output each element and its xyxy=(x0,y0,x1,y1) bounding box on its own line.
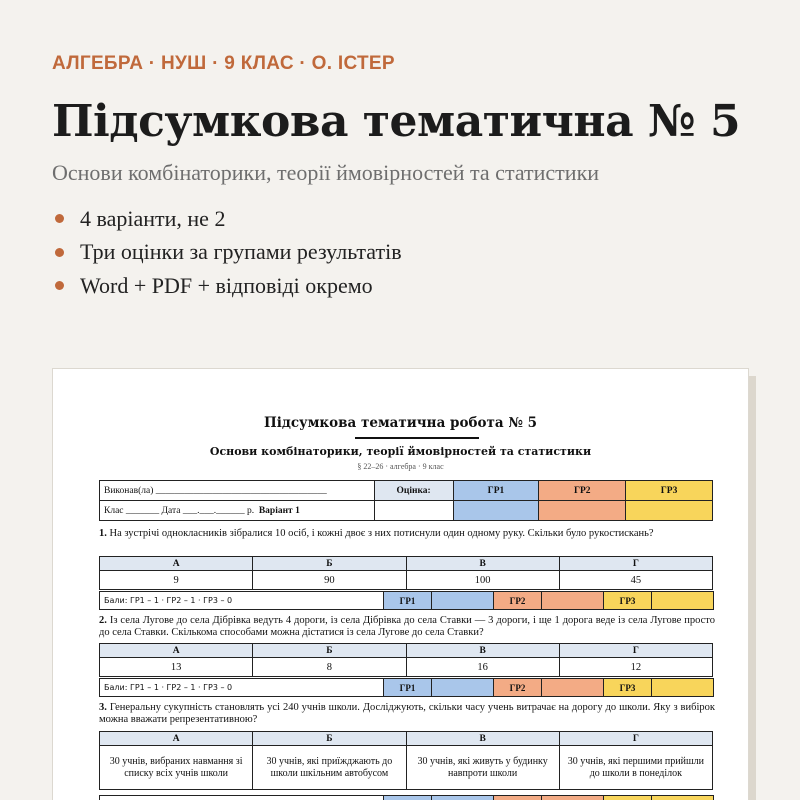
grade-label: Оцінка: xyxy=(374,481,453,501)
group-1-tag: ГР1 xyxy=(384,592,432,610)
group-3-tag xyxy=(604,796,652,800)
document-subtitle: Основи комбінаторики, теорії ймовірностей та статистики xyxy=(209,445,592,458)
group-3-score xyxy=(652,592,714,610)
question-text: Генеральну сукупність становлять усі 240 учнів школи. Досліджують, скільки часу учень витрачає на дорогу до школи. Яку з вибірок можна вважати репрезентативною? xyxy=(99,702,715,725)
group-3-score xyxy=(652,679,714,697)
option-letter: А xyxy=(100,557,253,571)
answer-table-2 xyxy=(99,643,713,677)
group-2-score xyxy=(542,796,604,800)
page-subtitle: Основи комбінаторики, теорії ймовірностей та статистики xyxy=(52,160,600,185)
group-1-cell xyxy=(453,501,539,521)
group-1-score xyxy=(432,592,494,610)
question-number: 3. xyxy=(99,702,107,713)
answer-option: 90 xyxy=(253,571,406,590)
score-row-1 xyxy=(99,591,714,610)
option-letter: Г xyxy=(559,732,712,746)
option-letter: А xyxy=(100,732,253,746)
option-letter: Б xyxy=(253,644,406,658)
group-1-header: ГР1 xyxy=(453,481,539,501)
score-row-2 xyxy=(99,678,714,697)
document-preview xyxy=(52,368,749,800)
class-date-field xyxy=(100,501,375,521)
answer-table-1 xyxy=(99,556,713,590)
answer-table-3 xyxy=(99,731,713,790)
group-1-score xyxy=(432,679,494,697)
question-number: 1. xyxy=(99,528,107,539)
option-letter: Б xyxy=(253,557,406,571)
option-letter: Г xyxy=(559,644,712,658)
feature-list xyxy=(52,202,402,303)
question-3 xyxy=(99,702,715,726)
bullet-dot-icon xyxy=(55,281,64,290)
subject-kicker: АЛГЕБРА · НУШ · 9 КЛАС · О. ІСТЕР xyxy=(52,53,395,74)
page-title: Підсумкова тематична № 5 xyxy=(52,96,741,147)
group-3-score xyxy=(652,796,714,800)
grade-cell xyxy=(374,501,453,521)
group-3-cell xyxy=(626,501,713,521)
class-date-text: Клас _______ Дата ___.___.______ р. xyxy=(104,505,255,516)
option-letter: В xyxy=(406,732,559,746)
bullet-dot-icon xyxy=(55,214,64,223)
option-letter: В xyxy=(406,557,559,571)
answer-option: 30 учнів, вибраних навмання зі списку всіх учнів школи xyxy=(100,746,253,790)
group-1-score xyxy=(432,796,494,800)
score-text: Бали: ГР1 – 1 · ГР2 – 1 · ГР3 – 0 xyxy=(100,592,384,610)
score-text: Бали: ГР1 – 1 · ГР2 – 1 · ГР3 – 0 xyxy=(100,679,384,697)
feature-text: Три оцінки за групами результатів xyxy=(80,239,402,265)
answer-option: 8 xyxy=(253,658,406,677)
feature-item xyxy=(52,202,402,236)
group-2-header: ГР2 xyxy=(539,481,626,501)
feature-item xyxy=(52,236,402,270)
executor-field: Виконав(ла) ____________________________________ xyxy=(100,481,375,501)
answer-option: 30 учнів, які живуть у будинку навпроти школи xyxy=(406,746,559,790)
feature-text: 4 варіанти, не 2 xyxy=(80,205,226,231)
question-text: Із села Лугове до села Дібрівка ведуть 4 дороги, із села Дібрівка до села Ставки — 3 дороги, і ще 1 дорога веде із села Лугове просто до села Ставки. Скількома способами можна дістатися із села Лугове до села Ставки? xyxy=(99,615,716,638)
title-underline xyxy=(355,437,479,439)
group-1-tag: ГР1 xyxy=(384,679,432,697)
document-meta: § 22–26 · алгебра · 9 клас xyxy=(357,462,444,471)
answer-option: 9 xyxy=(100,571,253,590)
option-letter: В xyxy=(406,644,559,658)
question-2 xyxy=(99,615,715,639)
answer-option: 16 xyxy=(406,658,559,677)
group-3-tag: ГР3 xyxy=(604,592,652,610)
question-text: На зустрічі однокласників зібралися 10 осіб, і кожні двоє з них потиснули один одному руку. Скільки було рукостискань? xyxy=(109,528,654,539)
answer-option: 30 учнів, які першими прийшли до школи в понеділок xyxy=(559,746,712,790)
answer-option: 12 xyxy=(559,658,712,677)
group-2-tag: ГР2 xyxy=(494,679,542,697)
student-header-table xyxy=(99,480,713,521)
answer-option: 13 xyxy=(100,658,253,677)
bullet-dot-icon xyxy=(55,248,64,257)
score-row-3 xyxy=(99,795,714,800)
group-2-cell xyxy=(539,501,626,521)
group-2-score xyxy=(542,592,604,610)
question-1 xyxy=(99,528,715,540)
score-text xyxy=(100,796,384,800)
group-2-score xyxy=(542,679,604,697)
question-number: 2. xyxy=(99,615,107,626)
group-3-header: ГР3 xyxy=(626,481,713,501)
option-letter: Б xyxy=(253,732,406,746)
group-3-tag: ГР3 xyxy=(604,679,652,697)
option-letter: Г xyxy=(559,557,712,571)
variant-label: Варіант 1 xyxy=(258,505,300,516)
group-1-tag xyxy=(384,796,432,800)
answer-option: 100 xyxy=(406,571,559,590)
document-title: Підсумкова тематична робота № 5 xyxy=(263,415,538,431)
answer-option: 45 xyxy=(559,571,712,590)
feature-text: Word + PDF + відповіді окремо xyxy=(80,272,373,298)
group-2-tag: ГР2 xyxy=(494,592,542,610)
feature-item xyxy=(52,269,402,303)
option-letter: А xyxy=(100,644,253,658)
group-2-tag xyxy=(494,796,542,800)
answer-option: 30 учнів, які приїжджають до школи шкільним автобусом xyxy=(253,746,406,790)
